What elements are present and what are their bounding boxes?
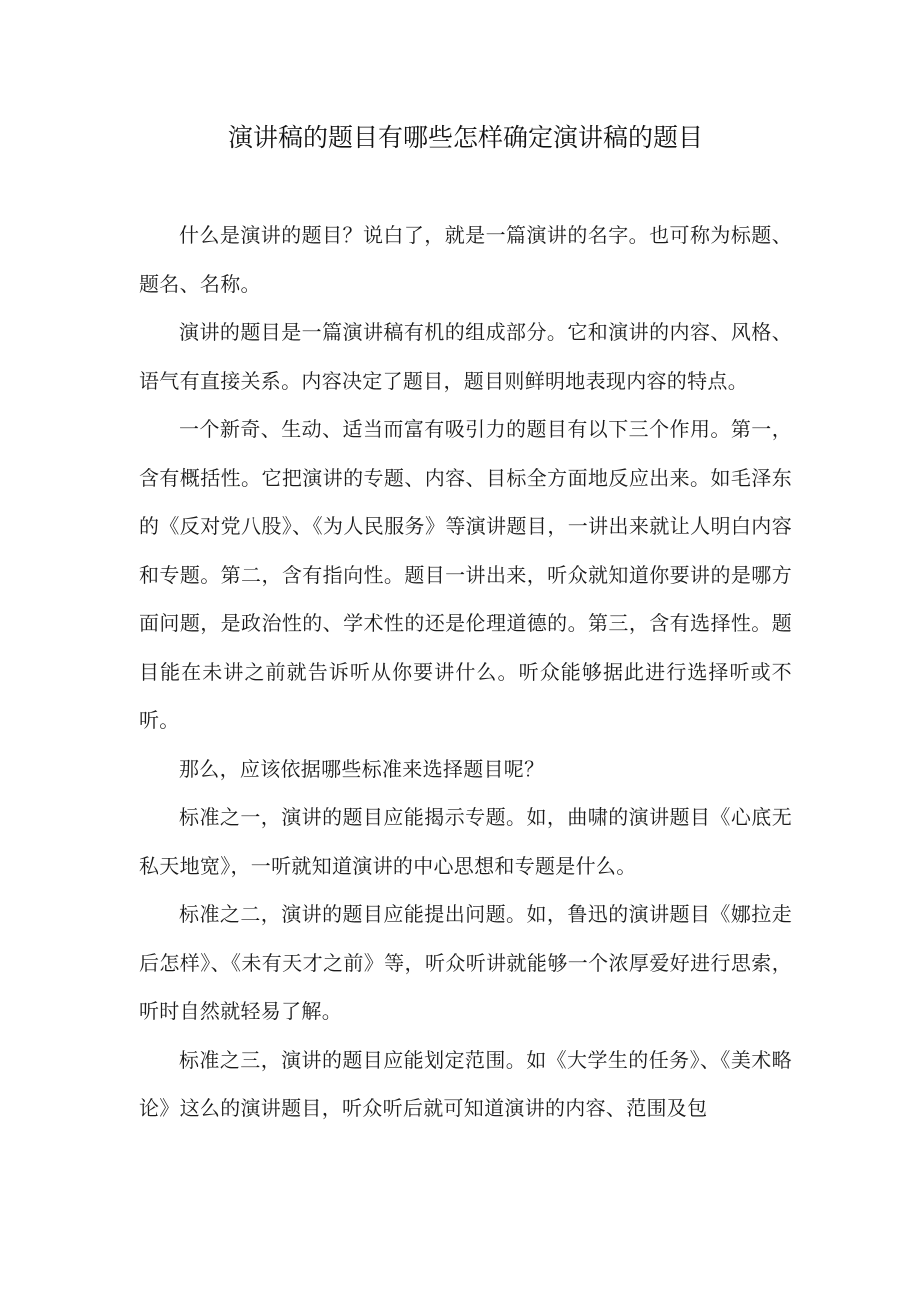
paragraph-composition: 演讲的题目是一篇演讲稿有机的组成部分。它和演讲的内容、风格、语气有直接关系。内容决定了题目，题目则鲜明地表现内容的特点。 <box>139 320 792 393</box>
document-body <box>139 211 792 1133</box>
paragraph-definition: 什么是演讲的题目？说白了，就是一篇演讲的名字。也可称为标题、题名、名称。 <box>139 223 792 296</box>
paragraph-functions: 一个新奇、生动、适当而富有吸引力的题目有以下三个作用。第一，含有概括性。它把演讲的专题、内容、目标全方面地反应出来。如毛泽东的《反对党八股》、《为人民服务》等演讲题目，一讲出来就让人明白内容和专题。第二，含有指向性。题目一讲出来，听众就知道你要讲的是哪方面问题，是政治性的、学术性的还是伦理道德的。第三，含有选择性。题目能在未讲之前就告诉听从你要讲什么。听众能够据此进行选择听或不听。 <box>139 417 792 732</box>
paragraph-standard-three: 标准之三，演讲的题目应能划定范围。如《大学生的任务》、《美术略论》这么的演讲题目，听众听后就可知道演讲的内容、范围及包 <box>139 1047 792 1120</box>
paragraph-question: 那么，应该依据哪些标准来选择题目呢？ <box>179 756 545 781</box>
paragraph-standard-one: 标准之一，演讲的题目应能揭示专题。如，曲啸的演讲题目《心底无私天地宽》，一听就知道演讲的中心思想和专题是什么。 <box>139 805 792 878</box>
paragraph-standard-two: 标准之二，演讲的题目应能提出问题。如，鲁迅的演讲题目《娜拉走后怎样》、《未有天才之前》等，听众听讲就能够一个浓厚爱好进行思索，听时自然就轻易了解。 <box>139 902 792 1023</box>
document-title: 演讲稿的题目有哪些怎样确定演讲稿的题目 <box>227 123 703 152</box>
